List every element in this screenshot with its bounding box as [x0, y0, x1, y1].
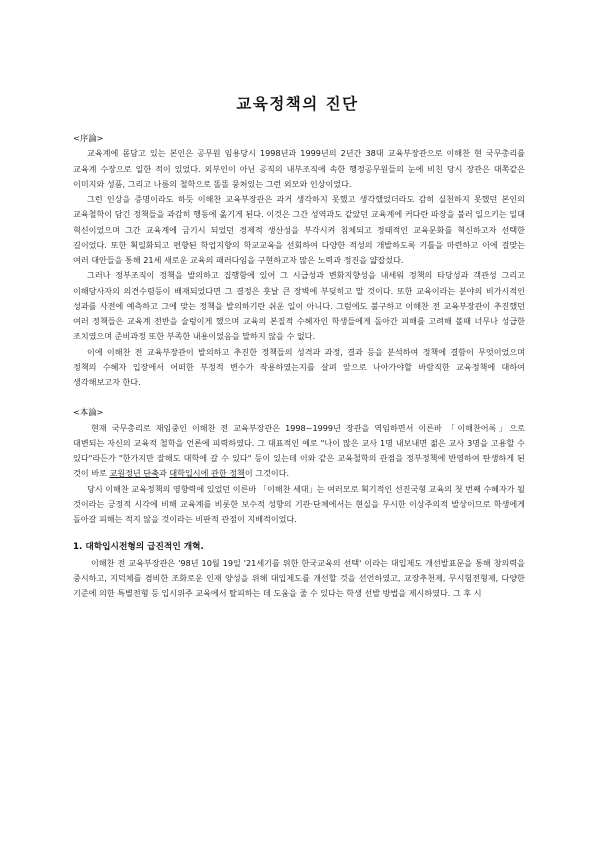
section-heading: 1. 대학입시전형의 급진적인 개혁. — [73, 542, 204, 553]
underlined-phrase: 대학입시에 관한 정책 — [169, 468, 245, 479]
intro-paragraph: 이에 이해찬 전 교육부장관이 발의하고 추진한 정책들의 성격과 과정, 결과 등을 분석하여 정책에 결함이 무엇이었으며 정책의 수혜자 입장에서 어떠한 부정적 변수가 작용하였는지를 살펴 앞으로 나아가야할 바람직한 교육정책에 대하여 생각해보고자 한다. — [73, 346, 525, 387]
body-paragraph — [73, 421, 525, 482]
document-title: 교육정책의 진단 — [236, 94, 359, 113]
body-paragraph-text: 현재 국무총리로 재임중인 이해찬 전 교육부장관은 1998~1999년 장관을 역임하면서 이른바 「이해찬어록」으로 대변되는 자신의 교육적 철학을 언론에 피력하였다. 그 대표적인 예로 "나이 많은 교사 1명 내보내면 젊은 교사 3명을 고용할 수 있다"라든가 "한가지만 잘해도 대학에 갈 수 있다" 등이 있는데 이와 같은 교육철학의 관점을 정부정책에 반영하여 탄생하게 된 것이 바로 — [73, 422, 525, 479]
section-paragraph: 이해찬 전 교육부장관은 '98년 10월 19일 '21세기를 위한 한국교육의 선택' 이라는 대입제도 개선발표문을 통해 창의력을 중시하고, 지덕체를 겸비한 조화로운 인재 양성을 위해 대입제도를 개선할 것을 선언하였고, 교장추천제, 무시험전형제, 다양한 기준에 의한 특별전형 등 입시위주 교육에서 탈피하는 데 도움을 줄 수 있다는 학생 선발 방법을 제시하였다. 그 후 시 — [73, 557, 525, 598]
document-body — [73, 131, 525, 601]
intro-heading: <序論> — [73, 133, 104, 143]
intro-paragraph: 교육계에 몸담고 있는 본인은 공무원 임용당시 1998년과 1999년의 2년간 38대 교육부장관으로 이해찬 현 국무총리를 교육계 수장으로 일한 적이 있었다. 외부인이 아닌 공직의 내부조직에 속한 행정공무원들의 눈에 비친 당시 장관은 대쪽같은 이미지와 성품, 그리고 나름의 철학으로 똘똘 뭉쳐있는 그런 외모와 인상이었다. — [73, 148, 525, 189]
body-section — [73, 421, 525, 528]
body-paragraph-text: 이 그것이다. — [244, 468, 290, 479]
intro-paragraph: 그러나 정부조직이 정책을 발의하고 집행함에 있어 그 시급성과 변화지향성을 내세워 정책의 타당성과 객관성 그리고 이해당사자의 의견수렴등이 배재되었다면 그 결정은 훗날 큰 장벽에 부딪히고 말 것이다. 또한 교육이라는 분야의 비가시적인 성과를 사전에 예측하고 그에 맞는 정책을 발의하기란 쉬운 일이 아니다. 그럼에도 불구하고 이해찬 전 교육부장관이 추진했던 여러 정책들은 교육계 전반을 술렁이게 했으며 교육의 본질적 수혜자인 학생들에게 돌아간 피해를 고려해 볼때 너무나 성급한 조치였으며 준비과정 또한 부족한 내용이었음을 말하지 않을 수 없다. — [73, 270, 525, 342]
body-paragraph-text: 과 — [158, 468, 167, 479]
section1-section — [73, 556, 525, 602]
section-gap — [73, 390, 525, 405]
intro-paragraph: 그런 인상을 증명이라도 하듯 이해찬 교육부장관은 과거 생각하지 못했고 생각했었더라도 감히 실천하지 못했던 본인의 교육철학이 담긴 정책들을 과감히 행동에 옮기게 된다. 이것은 그간 성역과도 같았던 교육계에 커다란 파장을 불러 일으키는 일대 혁신이었으며 그간 교육계에 금기시 되었던 경제적 생산성을 부각시켜 침체되고 정태적인 교육문화를 혁신하고자 선택한 길이었다. 또한 획일화되고 편향된 학업지향의 학교교육을 선회하여 다양한 적성의 개발하도록 기틀을 마련하고 이에 걸맞는 여러 대안들을 통해 21세 새로운 교육의 패러다임을 구현하고자 많은 노력과 정진을 얇잡섰다. — [73, 194, 525, 265]
intro-section — [73, 146, 525, 390]
underlined-phrase: 교원정년 단축 — [109, 468, 159, 479]
body-heading: <本論> — [73, 407, 104, 418]
body-paragraph: 당시 이해찬 교육정책의 영향력에 있었던 이른바 「이해찬 세대」는 여러모로 획기적인 선진국형 교육의 첫 번째 수혜자가 될 것이라는 긍정적 시각에 비해 교육계를 비롯한 보수적 성향의 기관·단체에서는 현실을 무시한 이상주의적 발상이므로 학생에게 돌아갈 피해는 적지 않을 것이라는 비판적 관점이 지배적이었다. — [73, 483, 525, 524]
